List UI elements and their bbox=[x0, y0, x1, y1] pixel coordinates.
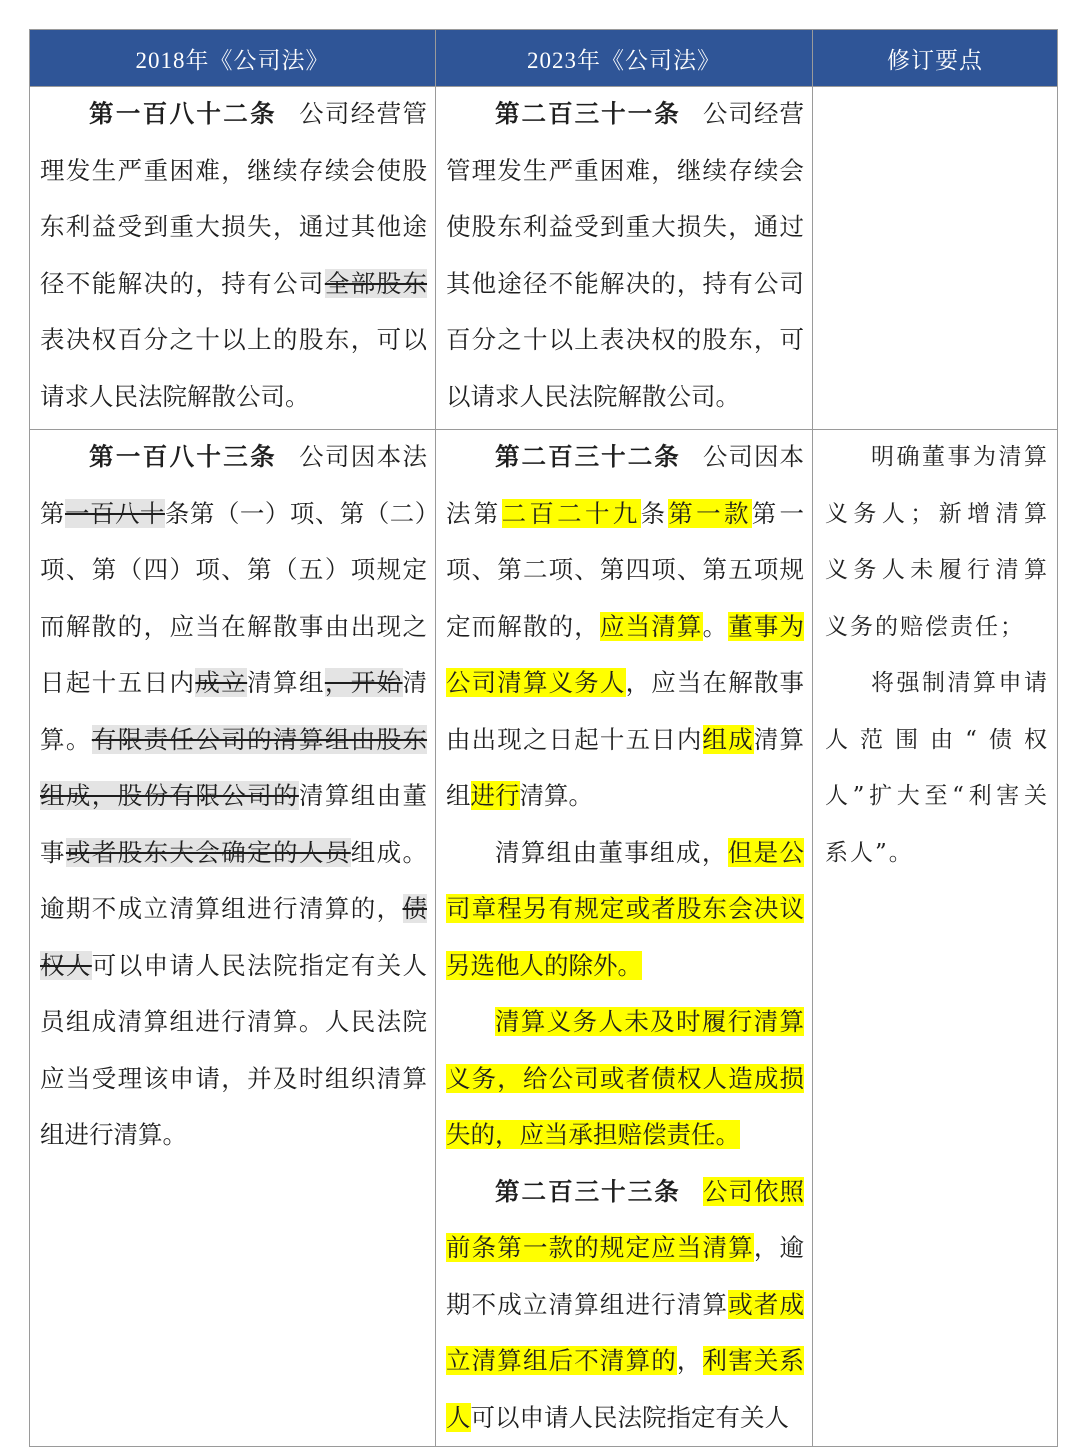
deleted-text: 成立 bbox=[195, 668, 248, 697]
deleted-text: 全部股东 bbox=[324, 268, 428, 298]
row2-new-paragraph-1: 第二百三十二条 公司因本法第二百二十九条第一款第一项、第二项、第四项、第五项规定而解散的，应当清算。董事为公司清算义务人，应当在解散事由出现之日起十五日内组成清算组进行清算。 bbox=[446, 442, 805, 810]
deleted-text: ，开始 bbox=[324, 668, 403, 697]
law-comparison-table bbox=[29, 29, 1058, 1447]
highlighted-text: 清算义务人未及时履行清算义务，给公司或者债权人造成损失的，应当承担赔偿责任。 bbox=[446, 1007, 804, 1149]
row1-new-cell bbox=[436, 87, 813, 430]
article-number: 第一百八十三条 bbox=[89, 442, 278, 471]
table-row bbox=[30, 430, 1058, 1447]
row1-note-cell bbox=[813, 87, 1058, 430]
revision-note-1: 明确董事为清算义务人；新增清算义务人未履行清算义务的赔偿责任； bbox=[825, 444, 1049, 640]
row2-new-cell bbox=[436, 430, 813, 1447]
deleted-text: 债权人 bbox=[40, 894, 427, 980]
highlighted-text: 但是公司章程另有规定或者股东会决议另选他人的除外。 bbox=[446, 837, 805, 980]
deleted-text: 或者股东大会确定的人员 bbox=[65, 837, 351, 867]
deleted-text: 有限责任公司的清算组由股东组成，股份有限公司的 bbox=[40, 724, 428, 810]
highlighted-text: 或者成立清算组后不清算的 bbox=[446, 1289, 805, 1375]
header-2023: 2023年《公司法》 bbox=[436, 30, 813, 87]
row2-old-paragraph: 第一百八十三条 公司因本法第一百八十条第（一）项、第（二）项、第（四）项、第（五）项规定而解散的，应当在解散事由出现之日起十五日内成立清算组，开始清算。有限责任公司的清算组由股东组成，股份有限公司的清算组由董事或者股东大会确定的人员组成。逾期不成立清算组进行清算的，债权人可以申请人民法院指定有关人员组成清算组进行清算。人民法院应当受理该申请，并及时组织清算组进行清算。 bbox=[40, 442, 428, 1149]
row1-old-paragraph: 第一百八十二条 公司经营管理发生严重困难，继续存续会使股东利益受到重大损失，通过其他途径不能解决的，持有公司全部股东表决权百分之十以上的股东，可以请求人民法院解散公司。 bbox=[40, 99, 428, 411]
highlighted-text: 进行 bbox=[470, 781, 520, 810]
article-number: 第二百三十三条 bbox=[495, 1176, 681, 1206]
row1-new-paragraph: 第二百三十一条 公司经营管理发生严重困难，继续存续会使股东利益受到重大损失，通过其他途径不能解决的，持有公司百分之十以上表决权的股东，可以请求人民法院解散公司。 bbox=[446, 99, 805, 411]
highlighted-text: 组成 bbox=[702, 724, 754, 754]
highlighted-text: 第一款 bbox=[668, 498, 752, 528]
highlighted-text: 公司依照前条第一款的规定应当清算 bbox=[446, 1176, 805, 1262]
row2-old-cell bbox=[30, 430, 436, 1447]
article-number: 第一百八十二条 bbox=[89, 99, 278, 128]
table-header-row bbox=[30, 30, 1058, 87]
article-number: 第二百三十二条 bbox=[495, 442, 681, 471]
highlighted-text: 二百二十九 bbox=[501, 498, 641, 528]
row2-new-paragraph-4: 第二百三十三条 公司依照前条第一款的规定应当清算，逾期不成立清算组进行清算或者成立清算组后不清算的，利害关系人可以申请人民法院指定有关人 bbox=[446, 1176, 805, 1432]
row2-new-paragraph-3 bbox=[446, 994, 804, 1164]
header-2018: 2018年《公司法》 bbox=[30, 30, 436, 87]
highlighted-text: 利害关系人 bbox=[446, 1346, 805, 1432]
revision-note-2: 将强制清算申请人范围由“债权人”扩大至“利害关系人”。 bbox=[825, 670, 1049, 866]
row2-note-cell bbox=[813, 430, 1058, 1447]
row1-old-cell bbox=[30, 87, 436, 430]
deleted-text: 一百八十 bbox=[64, 498, 165, 528]
table-row bbox=[30, 87, 1058, 430]
article-number: 第二百三十一条 bbox=[495, 99, 681, 128]
highlighted-text: 董事为公司清算义务人 bbox=[446, 611, 805, 697]
highlighted-text: 应当清算 bbox=[599, 611, 703, 641]
row2-new-paragraph-2: 清算组由董事组成，但是公司章程另有规定或者股东会决议另选他人的除外。 bbox=[446, 837, 805, 980]
header-notes: 修订要点 bbox=[813, 30, 1058, 87]
